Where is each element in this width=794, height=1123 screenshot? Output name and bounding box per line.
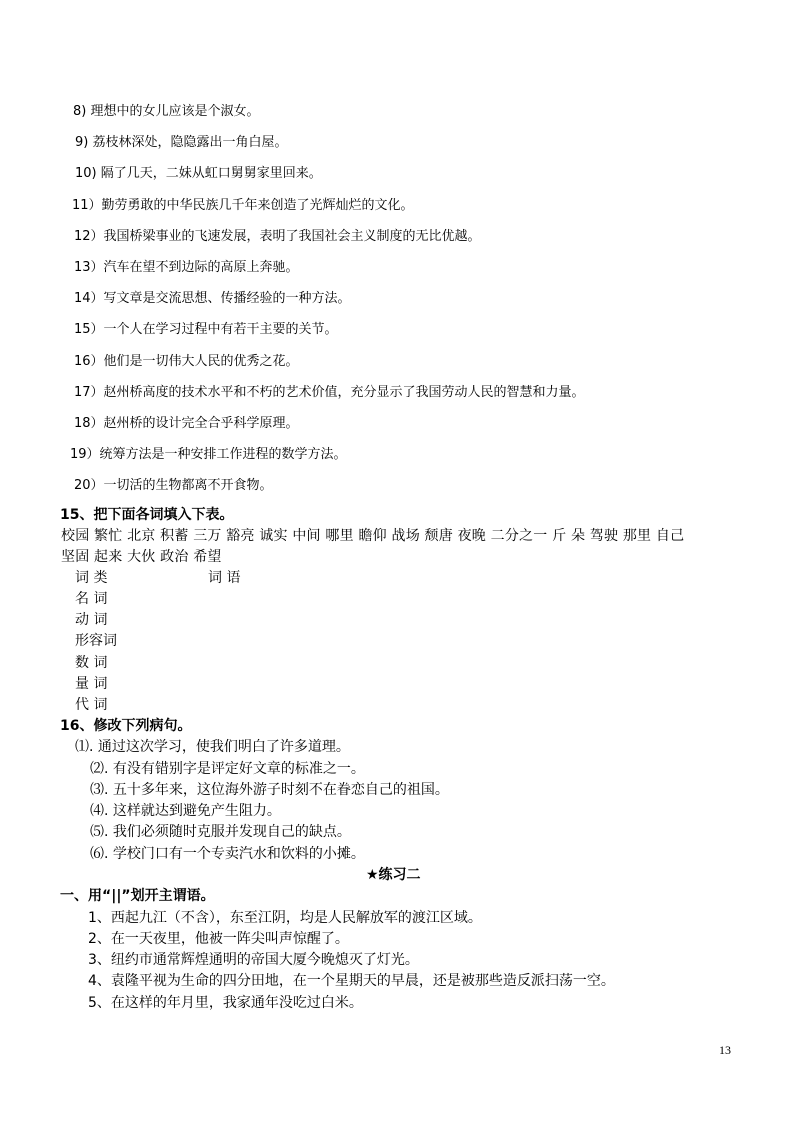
q16-item-3: ⑶. 五十多年来，这位海外游子时刻不在眷恋自己的祖国。 — [90, 782, 449, 798]
q15-title: 15、把下面各词填入下表。 — [60, 507, 234, 523]
q16-item-2: ⑵. 有没有错别字是评定好文章的标准之一。 — [90, 761, 365, 777]
sentence-10: 10) 隔了几天，二妹从虹口舅舅家里回来。 — [75, 166, 322, 181]
q15-word-list-line-2: 坚固 起来 大伙 政治 希望 — [61, 549, 222, 565]
exercise-2-item-3: 3、纽约市通常辉煌通明的帝国大厦今晚熄灭了灯光。 — [88, 952, 419, 968]
sentence-17: 17）赵州桥高度的技术水平和不朽的艺术价值，充分显示了我国劳动人民的智慧和力量。 — [74, 385, 585, 400]
q15-row-adjective: 形容词 — [75, 633, 117, 649]
q16-item-6: ⑹. 学校门口有一个专卖汽水和饮料的小摊。 — [90, 846, 365, 862]
sentence-9: 9) 荔枝林深处，隐隐露出一角白屋。 — [75, 135, 288, 150]
sentence-14: 14）写文章是交流思想、传播经验的一种方法。 — [74, 291, 351, 306]
q15-row-noun: 名 词 — [75, 591, 108, 607]
q16-item-1: ⑴. 通过这次学习，使我们明白了许多道理。 — [75, 739, 350, 755]
q16-item-5: ⑸. 我们必须随时克服并发现自己的缺点。 — [90, 824, 351, 840]
exercise-2-item-5: 5、在这样的年月里，我家通年没吃过白米。 — [88, 995, 363, 1011]
q15-table-header-words: 词 语 — [208, 570, 241, 586]
page-number: 13 — [719, 1043, 731, 1057]
sentence-12: 12）我国桥梁事业的飞速发展，表明了我国社会主义制度的无比优越。 — [74, 229, 481, 244]
sentence-13: 13）汽车在望不到边际的高原上奔驰。 — [74, 260, 299, 275]
q15-table-header-category: 词 类 — [75, 570, 108, 586]
exercise-2-section-1-title: 一、用“||”划开主谓语。 — [60, 888, 215, 904]
exercise-2-title: ★练习二 — [366, 867, 421, 883]
sentence-15: 15）一个人在学习过程中有若干主要的关节。 — [74, 322, 338, 337]
sentence-8: 8) 理想中的女儿应该是个淑女。 — [73, 104, 260, 119]
exercise-2-item-2: 2、在一天夜里，他被一阵尖叫声惊醒了。 — [88, 931, 349, 947]
q15-row-verb: 动 词 — [75, 612, 108, 628]
q15-row-measure-word: 量 词 — [75, 676, 108, 692]
q16-item-4: ⑷. 这样就达到避免产生阻力。 — [90, 803, 281, 819]
sentence-18: 18）赵州桥的设计完全合乎科学原理。 — [74, 416, 299, 431]
q15-row-pronoun: 代 词 — [75, 697, 108, 713]
exercise-2-item-4: 4、袁隆平视为生命的四分田地，在一个星期天的早晨，还是被那些造反派扫荡一空。 — [88, 973, 615, 989]
q16-title: 16、修改下列病句。 — [60, 718, 192, 734]
sentence-11: 11）勤劳勇敢的中华民族几千年来创造了光辉灿烂的文化。 — [72, 198, 414, 213]
q15-row-numeral: 数 词 — [75, 655, 108, 671]
sentence-16: 16）他们是一切伟大人民的优秀之花。 — [74, 354, 299, 369]
q15-word-list-line-1: 校园 繁忙 北京 积蓄 三万 豁亮 诚实 中间 哪里 瞻仰 战场 颓唐 夜晚 二分之一 斤 朵 驾驶 那里 自己 — [61, 528, 685, 544]
sentence-20: 20）一切活的生物都离不开食物。 — [74, 478, 273, 493]
sentence-19: 19）统筹方法是一种安排工作进程的数学方法。 — [70, 447, 347, 462]
exercise-2-item-1: 1、西起九江（不含），东至江阴，均是人民解放军的渡江区域。 — [88, 910, 482, 926]
